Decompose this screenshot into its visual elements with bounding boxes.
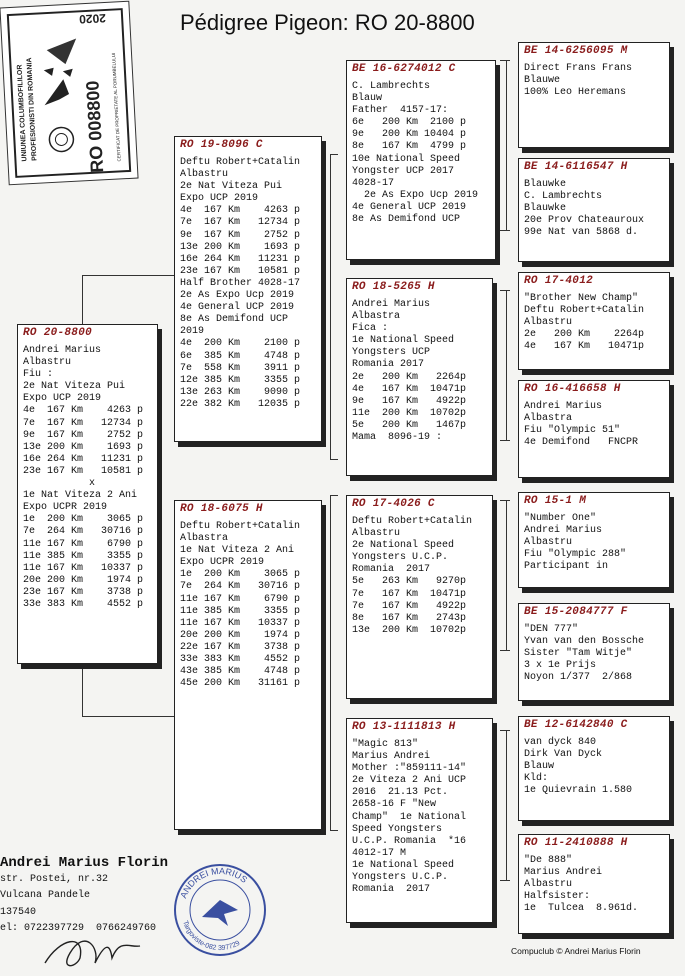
pedigree-line: 4012-17 M [352,847,407,859]
pedigree-line: Deftu Robert+Catalin [180,521,301,532]
pedigree-line: 11e 167 Km 10337 p [180,617,301,629]
pedigree-line: 12e 385 Km 3355 p [180,374,301,386]
pedigree-box-sdd [518,380,670,478]
pedigree-line: Expo UCP 2019 [180,193,259,205]
pedigree-line: 43e 385 Km 4748 p [180,666,301,678]
pedigree-line: "Number One" [524,513,597,524]
pedigree-line: Expo UCP 2019 [23,393,102,405]
pedigree-line: Father 4157-17: [352,105,449,117]
pedigree-line: Yongster UCP 2017 [352,165,455,177]
pedigree-line: Fiu "Olympic 288" [524,549,627,561]
pedigree-line: 1e Nat Viteza 2 Ani [23,490,138,502]
pedigree-line: Romania 2017 [352,564,431,576]
pedigree-line: Halfsister: [524,891,591,903]
pedigree-line: 9e 167 Km 2752 p [23,429,144,441]
pedigree-line: Mother :"859111-14" [352,763,467,775]
breeder-phone: el: 0722397729 0766249760 [0,923,157,934]
pedigree-line: 1e National Speed [352,335,455,347]
pedigree-line: 4e 167 Km 10471p [352,383,467,395]
pedigree-line: Albastra [180,533,229,545]
breeder-name: Andrei Marius Florin [0,855,169,871]
pedigree-line: 11e 167 Km 6790 p [23,538,144,550]
pedigree-line: Dirk Van Dyck [524,749,603,761]
pedigree-line: x [23,478,96,490]
pedigree-line: Expo UCPR 2019 [23,502,108,514]
ring-number: RO 11-2410888 H [524,837,628,849]
pedigree-line: Participant in [524,561,609,573]
pedigree-line: 13e 263 Km 9090 p [180,386,301,398]
stamp-year: 2020 [78,10,107,27]
pedigree-line: 45e 200 Km 31161 p [180,678,301,690]
ring-number: BE 15-2084777 F [524,606,628,618]
pedigree-line: 22e 382 Km 12035 p [180,398,301,410]
ring-number: RO 18-5265 H [352,281,435,293]
pedigree-line: 4e 167 Km 4263 p [180,205,301,217]
pedigree-line: 7e 167 Km 10471p [352,588,467,600]
pedigree-line: Albastra [352,311,401,323]
pedigree-line: Fica : [352,323,389,335]
pedigree-line: 1e 200 Km 3065 p [180,569,301,581]
pedigree-line: 6e 200 Km 2100 p [352,117,467,129]
ring-number: RO 20-8800 [23,327,93,339]
pedigree-line: 100% Leo Heremans [524,87,627,99]
pedigree-line: 2e As Expo Ucp 2019 [180,290,295,302]
pedigree-line: 23e 167 Km 3738 p [23,586,144,598]
pedigree-line: 13e 200 Km 1693 p [180,241,301,253]
pedigree-line: 20e 200 Km 1974 p [23,574,144,586]
pedigree-line: Albastra [524,413,573,425]
pedigree-line: 10e National Speed [352,153,461,165]
pedigree-line: 13e 200 Km 1693 p [23,441,144,453]
pedigree-box-sire-sire [346,60,496,260]
pedigree-line: 4e General UCP 2019 [180,302,295,314]
pedigree-line: 20e Prov Chateauroux [524,215,645,227]
pedigree-line: Romania 2017 [352,884,431,896]
pedigree-line: Half Brother 4028-17 [180,277,301,289]
stamp-emblem-icon [5,6,134,182]
breeder-city: Vulcana Pandele [0,890,91,901]
pedigree-line: Albastru [23,357,72,369]
pedigree-line: 6e 385 Km 4748 p [180,350,301,362]
ring-number: BE 14-6256095 M [524,45,628,57]
pedigree-line: 4028-17 [352,177,395,189]
pedigree-line: Andrei Marius [524,401,603,412]
pedigree-box-sds [518,272,670,370]
seal-top-text: ANDREI MARIUS [178,865,250,900]
pedigree-line: Direct Frans Frans [524,63,633,74]
ring-number: RO 13-1111813 H [352,721,456,733]
pedigree-line: 8e As Demifond UCP [180,314,289,326]
stamp-org-top: UNIUNEA COLUMBOFILILOR [16,64,29,162]
pedigree-line: 4e 200 Km 2100 p [180,338,301,350]
ring-number: RO 15-1 M [524,495,587,507]
pedigree-line: 2e 200 Km 2264p [524,329,645,341]
pedigree-line: 2e National Speed [352,540,455,552]
pedigree-line: Albastru [352,528,401,540]
stamp-certificate-text: CERTIFICAT DE PROPRIETATE AL PORUMBELULUI [110,52,122,162]
pedigree-line: 7e 558 Km 3911 p [180,362,301,374]
page-title: Pédigree Pigeon: RO 20-8800 [180,10,475,35]
pedigree-line: Yongsters UCP [352,347,431,359]
pedigree-line: 7e 167 Km 4922p [352,600,467,612]
pedigree-line: Albastru [180,169,229,181]
ring-number: BE 12-6142840 C [524,719,628,731]
pedigree-line: Blauwke [524,179,567,190]
pedigree-line: Champ" 1e National [352,811,467,823]
ring-number: RO 17-4012 [524,275,594,287]
pedigree-line: Expo UCPR 2019 [180,557,265,569]
pedigree-line: 2e Nat Viteza Pui [180,181,283,193]
pedigree-line: 7e 167 Km 12734 p [180,217,301,229]
signature-icon [40,918,160,973]
pedigree-line: 7e 167 Km 12734 p [23,417,144,429]
pedigree-line: Albastru [524,537,573,549]
pedigree-line: 2e Viteza 2 Ani UCP [352,775,467,787]
pedigree-line: Yongsters U.C.P. [352,552,449,564]
pedigree-line: van dyck 840 [524,737,597,748]
pedigree-line: 11e 385 Km 3355 p [180,605,301,617]
pedigree-box-sire-dam [346,278,493,476]
pedigree-box-dds [518,716,670,821]
ring-number: RO 16-416658 H [524,383,621,395]
pedigree-line: 1e 200 Km 3065 p [23,514,144,526]
pedigree-box-ssd [518,158,670,262]
pedigree-line: Deftu Robert+Catalin [180,157,301,168]
pedigree-line: 11e 167 Km 6790 p [180,593,301,605]
svg-text:ANDREI MARIUS [178,866,249,900]
ring-number: BE 16-6274012 C [352,63,456,75]
pedigree-line: 7e 264 Km 30716 p [23,526,144,538]
pedigree-line: Andrei Marius [352,299,431,310]
pedigree-line: 3 x 1e Prijs [524,660,597,672]
pedigree-line: 5e 263 Km 9270p [352,576,467,588]
pedigree-line: 8e 167 Km 2743p [352,612,467,624]
pedigree-line: 5e 200 Km 1467p [352,419,467,431]
pedigree-line: C. Lambrechts [352,81,431,92]
pedigree-line: C. Lambrechts [524,191,603,203]
pedigree-line: 20e 200 Km 1974 p [180,629,301,641]
pedigree-line: 8e 167 Km 4799 p [352,141,467,153]
stamp-org-bottom: PROFESIONISTI DIN ROMANIA [26,57,39,162]
seal-bottom-text: Targoviste-082 397729 [181,919,242,953]
pedigree-line: 1e Nat Viteza 2 Ani [180,545,295,557]
pedigree-line: 2016 21.13 Pct. [352,787,449,799]
pedigree-line: Albastru [524,317,573,329]
pedigree-box-main [17,324,158,664]
pedigree-line: Blauw [352,93,383,105]
pedigree-line: Andrei Marius [23,345,102,356]
pedigree-line: 33e 383 Km 4552 p [23,598,144,610]
ring-number: RO 19-8096 C [180,139,263,151]
pedigree-line: Yongsters U.C.P. [352,872,449,884]
pedigree-line: "DEN 777" [524,624,579,635]
pedigree-line: 16e 264 Km 11231 p [180,253,301,265]
pedigree-line: Romania 2017 [352,359,425,371]
pedigree-line: Blauw [524,761,555,773]
pedigree-line: 4e 167 Km 10471p [524,341,645,353]
pedigree-line: 1e National Speed [352,859,455,871]
ring-number: RO 18-6075 H [180,503,263,515]
pedigree-line: "Brother New Champ" [524,293,639,304]
pedigree-line: Marius Andrei [352,751,431,763]
pedigree-line: Sister "Tam Witje" [524,648,633,660]
pedigree-line: Andrei Marius [524,525,603,537]
pedigree-line: 4e Demifond FNCPR [524,437,639,449]
pedigree-line: 7e 264 Km 30716 p [180,581,301,593]
pedigree-line: Blauwke [524,203,567,215]
pedigree-line: 4e 167 Km 4263 p [23,405,144,417]
breeder-street: str. Postei, nr.32 [0,873,109,885]
pedigree-line: 2658-16 F "New [352,799,437,811]
pedigree-line: 99e Nat van 5868 d. [524,227,639,239]
pedigree-line: 2e As Expo Ucp 2019 [352,189,479,201]
pedigree-line: 4e General UCP 2019 [352,201,467,213]
pedigree-box-dam-dam [346,718,493,923]
pedigree-box-ddd [518,834,670,934]
pedigree-line: 2e 200 Km 2264p [352,371,467,383]
pedigree-line: Mama 8096-19 : [352,432,443,444]
pedigree-box-sss [518,42,670,148]
pedigree-line: 2e Nat Viteza Pui [23,381,126,393]
certificate-stamp [0,1,139,186]
pedigree-line: Fiu "Olympic 51" [524,425,621,437]
pedigree-line: "Magic 813" [352,739,419,750]
stamp-number: RO 008800 [82,80,108,174]
pedigree-box-dsd [518,603,670,701]
pedigree-line: 11e 200 Km 10702p [352,407,467,419]
svg-text:Targoviste-082 397729 [181,920,241,952]
pedigree-line: 2019 [180,326,205,338]
pedigree-line: 1e Quievrain 1.580 [524,785,633,797]
pedigree-box-dss [518,492,670,588]
pedigree-line: 1e Tulcea 8.961d. [524,903,639,915]
pedigree-line: Noyon 1/377 2/868 [524,672,633,684]
ring-number: BE 14-6116547 H [524,161,628,173]
pedigree-line: 33e 383 Km 4552 p [180,654,301,666]
pedigree-line: U.C.P. Romania *16 [352,835,467,847]
pedigree-line: Blauwe [524,75,561,87]
pedigree-line: Yvan van den Bossche [524,636,645,648]
pedigree-line: 9e 167 Km 2752 p [180,229,301,241]
pedigree-line: Marius Andrei [524,867,603,879]
pedigree-line: Albastru [524,879,573,891]
pedigree-line: Speed Yongsters [352,823,443,835]
pedigree-line: Deftu Robert+Catalin [352,516,473,527]
breeder-seal-icon [172,862,268,958]
pedigree-box-dam-sire [346,495,493,699]
pedigree-line: "De 888" [524,855,573,866]
pedigree-line: 23e 167 Km 10581 p [180,265,301,277]
pedigree-box-sire [174,136,322,442]
ring-number: RO 17-4026 C [352,498,435,510]
breeder-postal: 137540 [0,906,37,918]
pedigree-line: 11e 385 Km 3355 p [23,550,144,562]
pedigree-line: 8e As Demifond UCP [352,214,461,226]
pedigree-line: 13e 200 Km 10702p [352,624,467,636]
pedigree-line: 9e 167 Km 4922p [352,395,467,407]
pedigree-line: 9e 200 Km 10404 p [352,129,467,141]
pedigree-line: Deftu Robert+Catalin [524,305,645,317]
pedigree-line: Kld: [524,773,549,785]
pedigree-box-dam [174,500,322,830]
pedigree-line: 23e 167 Km 10581 p [23,465,144,477]
pedigree-line: 11e 167 Km 10337 p [23,562,144,574]
footer-credit: Compuclub © Andrei Marius Florin [511,946,641,956]
pedigree-line: 22e 167 Km 3738 p [180,641,301,653]
pedigree-line: 16e 264 Km 11231 p [23,453,144,465]
pedigree-line: Fiu : [23,369,54,381]
